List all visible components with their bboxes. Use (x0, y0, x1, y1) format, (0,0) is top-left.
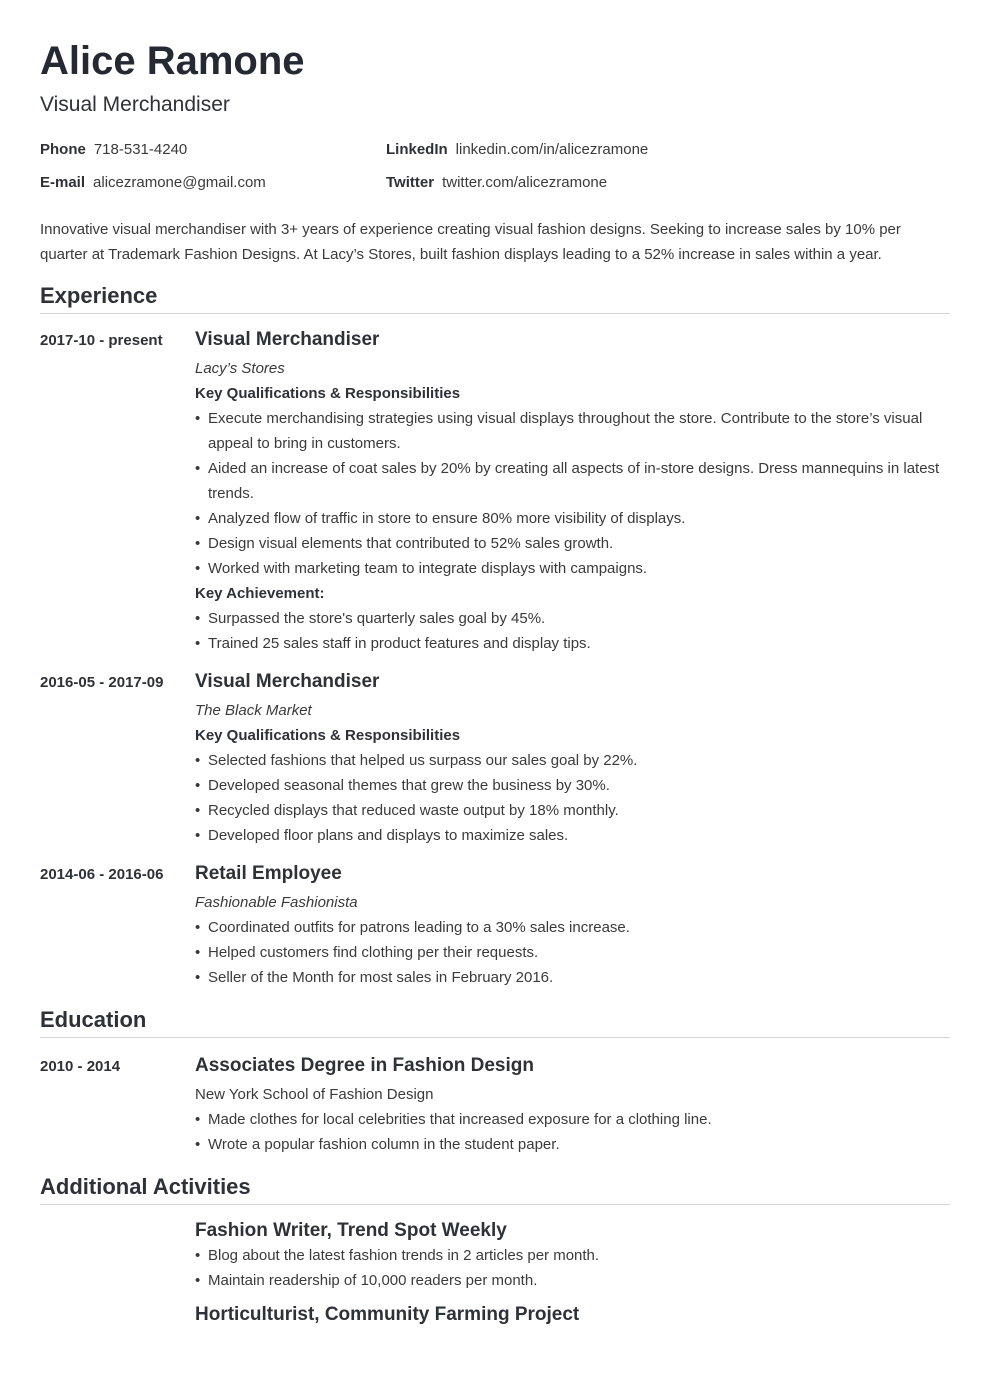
entry-date (40, 1219, 195, 1293)
contact-phone (40, 140, 386, 160)
responsibilities-list (195, 748, 950, 848)
list-item: • Recycled displays that reduced waste output by 18% monthly. (195, 798, 950, 823)
email-value: alicezramone@gmail.com (93, 174, 266, 191)
entry-role: Visual Merchandiser (195, 329, 380, 350)
activity-list (195, 1243, 950, 1293)
entry-degree: Associates Degree in Fashion Design (195, 1055, 534, 1076)
contact-label: E-mail (40, 174, 86, 191)
activity-role: Horticulturist, Community Farming Project (195, 1304, 580, 1325)
contact-info (40, 140, 950, 193)
responsibilities-list (195, 406, 950, 581)
entry-company: The Black Market (195, 702, 312, 719)
list-item: • Surpassed the store's quarterly sales goal by 45%. (195, 606, 950, 631)
candidate-name: Alice Ramone (40, 39, 305, 83)
entry-subheading: Key Achievement: (195, 585, 325, 602)
contact-label: LinkedIn (386, 141, 448, 158)
entry-role: Retail Employee (195, 863, 342, 884)
list-item: • Aided an increase of coat sales by 20% by creating all aspects of in-store designs. Dress mannequins in latest trends. (195, 456, 950, 506)
list-item: • Execute merchandising strategies using visual displays throughout the store. Contribute to the store’s visual appeal to bring in customers. (195, 406, 950, 456)
experience-entry (40, 862, 950, 990)
entry-subheading: Key Qualifications & Responsibilities (195, 727, 461, 744)
list-item: • Developed floor plans and displays to maximize sales. (195, 823, 950, 848)
section-experience-heading: Experience (40, 282, 950, 314)
experience-entry (40, 670, 950, 848)
entry-company: Fashionable Fashionista (195, 894, 358, 911)
activity-role: Fashion Writer, Trend Spot Weekly (195, 1220, 507, 1241)
list-item: • Analyzed flow of traffic in store to ensure 80% more visibility of displays. (195, 506, 950, 531)
entry-subheading: Key Qualifications & Responsibilities (195, 385, 461, 402)
entry-date (40, 1303, 195, 1327)
entry-role: Visual Merchandiser (195, 671, 380, 692)
contact-twitter (386, 173, 950, 193)
achievements-list (195, 606, 950, 656)
entry-date: 2016-05 - 2017-09 (40, 674, 164, 691)
list-item: • Trained 25 sales staff in product features and display tips. (195, 631, 950, 656)
list-item: • Blog about the latest fashion trends in 2 articles per month. (195, 1243, 950, 1268)
responsibilities-list (195, 915, 950, 990)
activity-entry (40, 1303, 950, 1327)
candidate-title: Visual Merchandiser (40, 93, 230, 116)
list-item: • Coordinated outfits for patrons leading to a 30% sales increase. (195, 915, 950, 940)
list-item: • Worked with marketing team to integrate displays with campaigns. (195, 556, 950, 581)
education-entry (40, 1054, 950, 1157)
list-item: • Maintain readership of 10,000 readers per month. (195, 1268, 950, 1293)
list-item: • Selected fashions that helped us surpass our sales goal by 22%. (195, 748, 950, 773)
education-list (195, 1107, 950, 1157)
contact-label: Twitter (386, 174, 435, 191)
contact-label: Phone (40, 141, 86, 158)
list-item: • Developed seasonal themes that grew the business by 30%. (195, 773, 950, 798)
contact-linkedin (386, 140, 950, 160)
list-item: • Wrote a popular fashion column in the student paper. (195, 1132, 950, 1157)
phone-value: 718-531-4240 (93, 141, 188, 158)
list-item: • Seller of the Month for most sales in February 2016. (195, 965, 950, 990)
list-item: • Made clothes for local celebrities that increased exposure for a clothing line. (195, 1107, 950, 1132)
section-activities-heading: Additional Activities (40, 1173, 950, 1205)
experience-entry (40, 328, 950, 656)
entry-company: Lacy’s Stores (195, 360, 285, 377)
entry-school: New York School of Fashion Design (195, 1086, 434, 1103)
entry-date: 2017-10 - present (40, 332, 163, 349)
list-item: • Helped customers find clothing per their requests. (195, 940, 950, 965)
section-education-heading: Education (40, 1006, 950, 1038)
contact-email (40, 173, 386, 193)
list-item: • Design visual elements that contributed to 52% sales growth. (195, 531, 950, 556)
entry-date: 2014-06 - 2016-06 (40, 866, 164, 883)
profile-summary: Innovative visual merchandiser with 3+ years of experience creating visual fashion designs. Seeking to increase sales by 10% per quarter at Trademark Fashion Designs. At Lacy’s Stores, built fashion displays leading to a 52% increase in sales within a year. (40, 221, 901, 263)
activity-entry (40, 1219, 950, 1293)
linkedin-value: linkedin.com/in/alicezramone (455, 141, 649, 158)
entry-date: 2010 - 2014 (40, 1058, 121, 1075)
twitter-value: twitter.com/alicezramone (442, 174, 608, 191)
